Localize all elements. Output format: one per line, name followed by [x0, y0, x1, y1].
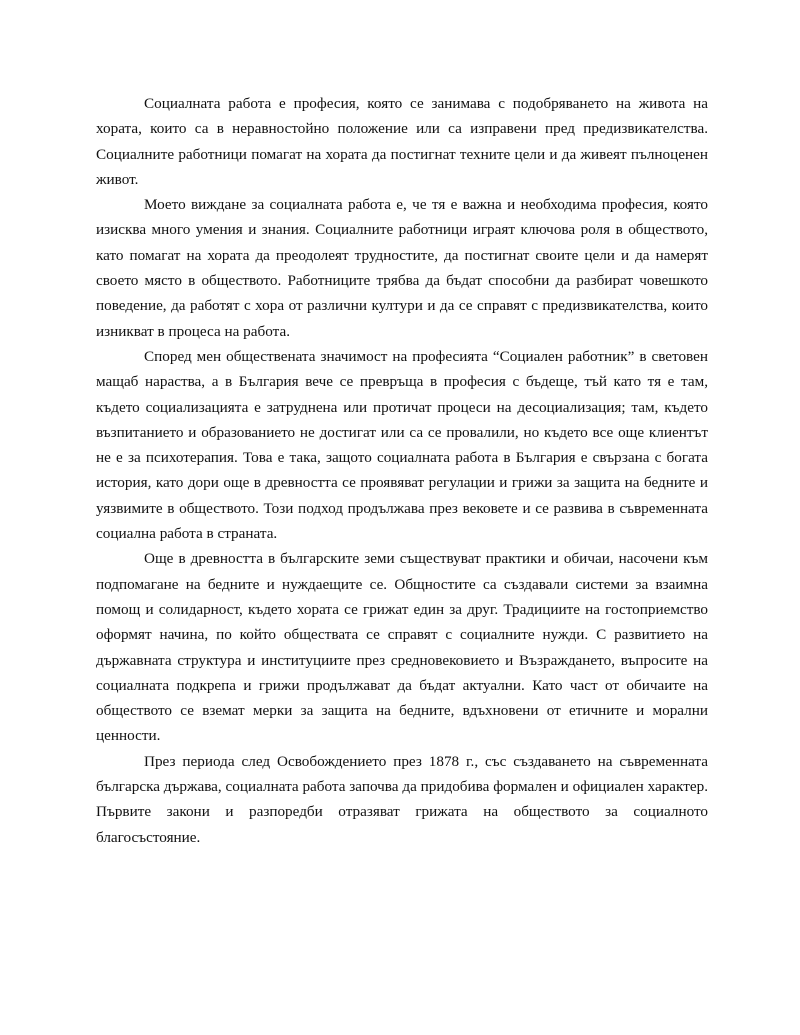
paragraph: Според мен обществената значимост на професията “Социален работник” в световен мащаб нараства, а в България вече се превръща в професия с бъдеще, тъй като тя е там, където социализацията е затруднена или протичат процеси на десоциализация; там, където възпитанието и образованието не достигат или са се провалили, но където все още клиентът не е за психотерапия. Това е така, защото социалната работа в България е свързана с богата история, като дори още в древността се проявяват регулации и грижи за защита на бедните и уязвимите в обществото. Този подход продължава през вековете и се развива в съвременната социална работа в страната.: [96, 347, 708, 543]
document-page: [96, 91, 708, 850]
paragraph: Социалната работа е професия, която се занимава с подобряването на живота на хората, които са в неравностойно положение или са изправени пред предизвикателства. Социалните работници помагат на хората да постигнат техните цели и да живеят пълноценен живот.: [96, 95, 708, 188]
paragraph: Моето виждане за социалната работа е, че тя е важна и необходима професия, която изисква много умения и знания. Социалните работници играят ключова роля в обществото, като помагат на хората да преодолеят трудностите, да постигнат своите цели и да намерят своето място в обществото. Работниците трябва да бъдат способни да разбират човешкото поведение, да работят с хора от различни култури и да се справят с предизвикателства, които изникват в процеса на работа.: [96, 196, 708, 340]
paragraph: През периода след Освобождението през 1878 г., със създаването на съвременната българска държава, социалната работа започва да придобива формален и официален характер. Първите закони и разпоредби отразяват грижата на обществото за социалното благосъстояние.: [96, 752, 708, 846]
paragraph: Още в древността в българските земи съществуват практики и обичаи, насочени към подпомагане на бедните и нуждаещите се. Общностите са създавали системи за взаимна помощ и солидарност, където хората се грижат един за друг. Традициите на гостоприемство оформят начина, по който обществата се справят с социалните нужди. С развитието на държавната структура и институциите през средновековието и Възраждането, въпросите на социалната подкрепа и грижи продължават да бъдат актуални. Като част от обичаите на обществото се вземат мерки за защита на бедните, вдъхновени от етичните и морални ценности.: [96, 550, 708, 745]
